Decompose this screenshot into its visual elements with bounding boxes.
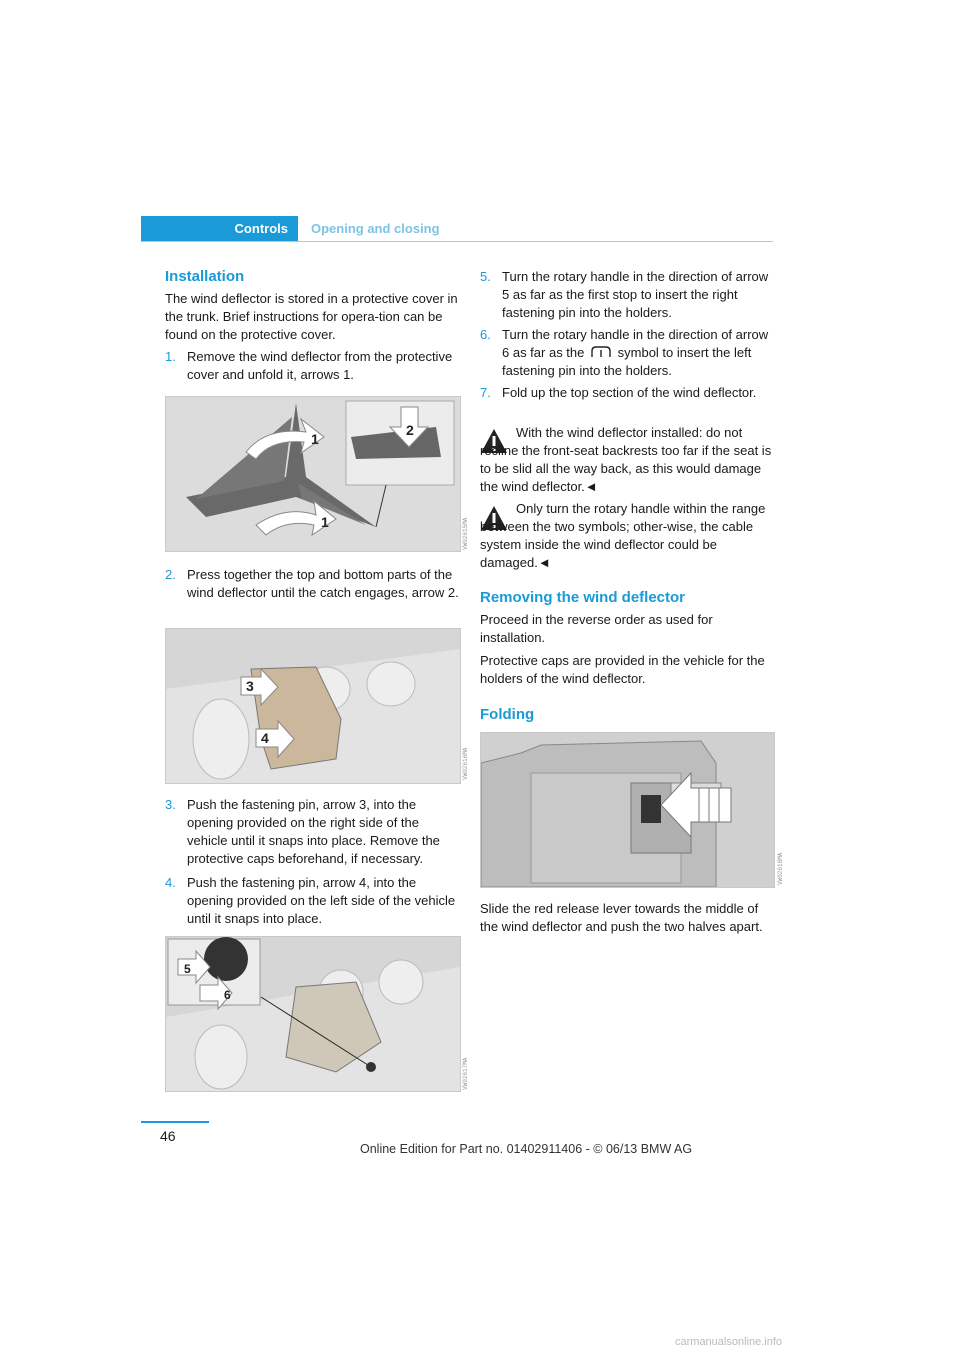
step-text-part: symbol to insert the left fastening pin into the holders. [502, 345, 752, 378]
step-text: Remove the wind deflector from the protective cover and unfold it, arrows 1. [187, 349, 453, 382]
arrow-label: 3 [246, 678, 254, 694]
figure-code: VW02616MA [462, 747, 469, 780]
step-text: Turn the rotary handle in the direction of arrow 5 as far as the first stop to insert the right fastening pin into the holders. [502, 269, 769, 320]
figure-unfold-deflector [165, 396, 461, 552]
figure-code: VW02618MA [777, 852, 784, 885]
figure-seats-illustration [166, 629, 460, 783]
removing-heading: Removing the wind deflector [480, 589, 686, 606]
arrow-label: 1 [311, 431, 319, 447]
removing-paragraph-1: Proceed in the reverse order as used for installation. [480, 612, 713, 645]
arrow-label: 5 [184, 962, 191, 976]
step-text: Push the fastening pin, arrow 4, into the opening provided on the left side of the vehicle until it snaps into place. [187, 875, 456, 926]
arrow-label: 1 [321, 514, 329, 530]
step-text-part: Turn the rotary handle in the direction of arrow 6 as far as the [502, 327, 769, 360]
step-number: 3. [165, 797, 176, 812]
figure-code: VW02615MA [462, 517, 469, 550]
step-number: 4. [165, 875, 176, 890]
removing-paragraph-2: Protective caps are provided in the vehicle for the holders of the wind deflector. [480, 653, 765, 686]
step-3 [165, 796, 460, 868]
arrow-label: 6 [224, 988, 231, 1002]
step-2 [165, 566, 460, 620]
step-number: 7. [480, 385, 491, 400]
step-number: 5. [480, 269, 491, 284]
figure-release-lever [480, 732, 775, 888]
figure-lever-illustration [481, 733, 774, 887]
step-5 [480, 268, 774, 322]
header-chapter: Controls [234, 221, 288, 236]
installation-heading: Installation [165, 268, 245, 285]
rotary-symbol-icon [590, 345, 612, 359]
step-6 [480, 326, 774, 380]
footer-edition: Online Edition for Part no. 01402911406 - © 06/13 BMW AG [360, 1142, 693, 1156]
figure-rotary-illustration [166, 937, 460, 1091]
folding-heading: Folding [480, 706, 535, 723]
folding-text: Slide the red release lever towards the middle of the wind deflector and push the two halves apart. [480, 901, 763, 934]
warning-seat-recline: With the wind deflector installed: do not recline the front-seat backrests too far if the seat is to be slid all the way back, as this would damage the wind deflector.◄ [480, 425, 772, 494]
footer-rule [141, 1121, 209, 1123]
step-text [502, 326, 774, 380]
page-number: 46 [160, 1128, 176, 1144]
watermark: carmanualsonline.info [675, 1336, 783, 1348]
step-4 [165, 874, 460, 928]
arrow-label: 4 [261, 730, 269, 746]
figure-insert-pins [165, 628, 461, 784]
step-text: Push the fastening pin, arrow 3, into the opening provided on the right side of the vehicle until it snaps into place. Remove the protective caps beforehand, if necessary. [187, 797, 440, 866]
header-rule [141, 241, 773, 242]
step-number: 2. [165, 567, 176, 582]
step-text: Fold up the top section of the wind deflector. [502, 385, 757, 400]
step-number: 1. [165, 349, 176, 364]
figure-code: VW02617MA [462, 1057, 469, 1090]
step-1 [165, 348, 460, 384]
header-section: Opening and closing [311, 221, 440, 236]
installation-intro: The wind deflector is stored in a protective cover in the trunk. Brief instructions for opera-tion can be found on the protective cover. [165, 291, 458, 342]
figure-rotary-handle [165, 936, 461, 1092]
arrow-label: 2 [406, 422, 414, 438]
step-text: Press together the top and bottom parts of the wind deflector until the catch engages, arrow 2. [187, 567, 459, 600]
warning-rotary-range: Only turn the rotary handle within the range between the two symbols; other-wise, the cable system inside the wind deflector could be damaged.◄ [480, 501, 766, 570]
step-number: 6. [480, 327, 491, 342]
figure-unfold-illustration [166, 397, 460, 551]
step-7 [480, 384, 774, 420]
